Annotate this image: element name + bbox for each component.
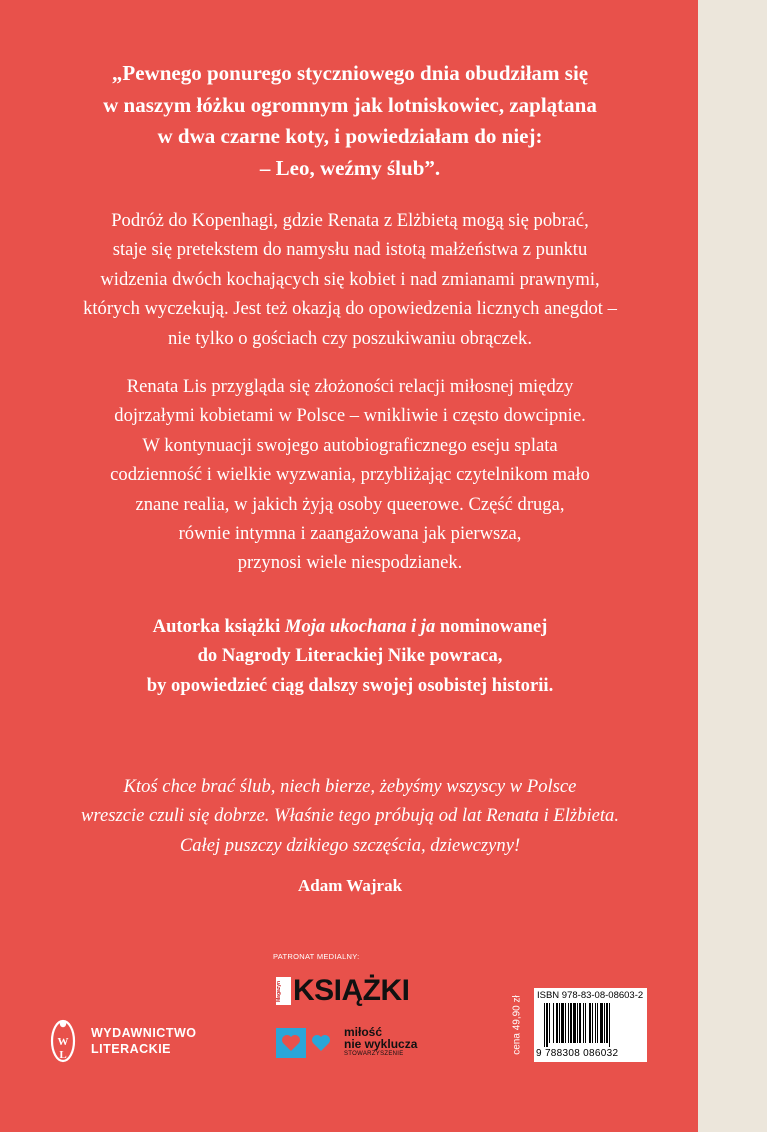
author-note-text: Autorka książki <box>152 616 285 637</box>
paragraph-line: których wyczekują. Jest też okazją do opowiedzenia licznych anegdot – <box>83 298 617 320</box>
paragraph-line: widzenia dwóch kochających się kobiet i nad zmianami prawnymi, <box>100 268 600 290</box>
heart-icon <box>306 1028 336 1058</box>
author-note-line: do Nagrody Literackiej Nike powraca, <box>197 645 503 667</box>
price-label <box>503 988 531 1062</box>
heart-icon <box>276 1028 306 1058</box>
endorsement-blurb <box>40 772 660 860</box>
price-text: cena 49,90 zł <box>511 995 523 1055</box>
ksiazki-wordmark: KSIĄŻKI <box>293 974 410 1007</box>
quote-line: w naszym łóżku ogromnym jak lotniskowiec, zaplątana <box>103 92 597 117</box>
publisher-logo <box>49 1014 196 1068</box>
opening-quote <box>40 58 660 184</box>
mnw-text-line: STOWARZYSZENIE <box>344 1051 404 1057</box>
svg-text:W: W <box>57 1036 69 1048</box>
paragraph-line: znane realia, w jakich żyją osoby queerowe. Część druga, <box>135 493 565 515</box>
blurb-line: Ktoś chce brać ślub, niech bierze, żebyśmy wszyscy w Polsce <box>123 776 577 797</box>
ksiazki-magazine-logo <box>276 974 410 1007</box>
mnw-text-line: nie wyklucza <box>344 1037 418 1051</box>
paragraph-line: nie tylko o gościach czy poszukiwaniu obrączek. <box>167 327 532 349</box>
publisher-name-line: LITERACKIE <box>91 1042 171 1056</box>
paragraph-line: W kontynuacji swojego autobiograficznego eseju splata <box>142 434 558 456</box>
barcode-number: 9 788308 086032 <box>536 1048 619 1059</box>
description-paragraph-2 <box>40 372 660 578</box>
previous-book-title: Moja ukochana i ja <box>284 616 436 637</box>
spine-edge <box>698 0 767 1132</box>
blurb-line: Całej puszczy dzikiego szczęścia, dziewczyny! <box>179 834 521 856</box>
paragraph-line: przynosi wiele niespodzianek. <box>237 552 463 574</box>
media-patronage-label: PATRONAT MEDIALNY: <box>273 952 360 961</box>
author-note <box>40 612 660 700</box>
blurb-author: Adam Wajrak <box>297 876 403 895</box>
isbn-barcode <box>534 988 647 1062</box>
mnw-logo <box>276 1026 417 1059</box>
mnw-text <box>344 1026 417 1059</box>
blurb-line: wreszcie czuli się dobrze. Właśnie tego próbują od lat Renata i Elżbieta. <box>81 805 619 827</box>
author-note-line: by opowiedzieć ciąg dalszy swojej osobistej historii. <box>146 674 554 696</box>
svg-text:L: L <box>59 1049 67 1061</box>
paragraph-line: Podróż do Kopenhagi, gdzie Renata z Elżbietą mogą się pobrać, <box>111 210 589 231</box>
paragraph-line: Renata Lis przygląda się złożoności relacji miłosnej między <box>126 376 574 397</box>
publisher-name-line: WYDAWNICTWO <box>91 1026 197 1040</box>
hearts-icon <box>276 1028 336 1058</box>
quote-line: „Pewnego ponurego styczniowego dnia obudziłam się <box>111 61 589 85</box>
ksiazki-tag: Magazyn <box>276 977 291 1005</box>
paragraph-line: równie intymna i zaangażowana jak pierwsza, <box>178 523 522 545</box>
mnw-text-line: miłość <box>344 1025 383 1039</box>
quote-line: w dwa czarne koty, i powiedziałam do niej: <box>157 124 543 148</box>
author-note-line <box>40 612 660 641</box>
paragraph-line: staje się pretekstem do namysłu nad istotą małżeństwa z punktu <box>112 239 588 261</box>
barcode-bars <box>544 1003 640 1047</box>
paragraph-line: codzienność i wielkie wyzwania, przybliżając czytelnikom mało <box>110 464 590 486</box>
isbn-label: ISBN 978-83-08-08603-2 <box>537 990 644 1001</box>
description-paragraph-1 <box>40 206 660 353</box>
wl-logo-icon <box>49 1014 77 1068</box>
author-note-text: nominowanej <box>435 616 548 637</box>
quote-line: – Leo, weźmy ślub”. <box>259 155 441 180</box>
publisher-name <box>91 1025 196 1057</box>
paragraph-line: dojrzałymi kobietami w Polsce – wnikliwie i często dowcipnie. <box>114 405 586 427</box>
